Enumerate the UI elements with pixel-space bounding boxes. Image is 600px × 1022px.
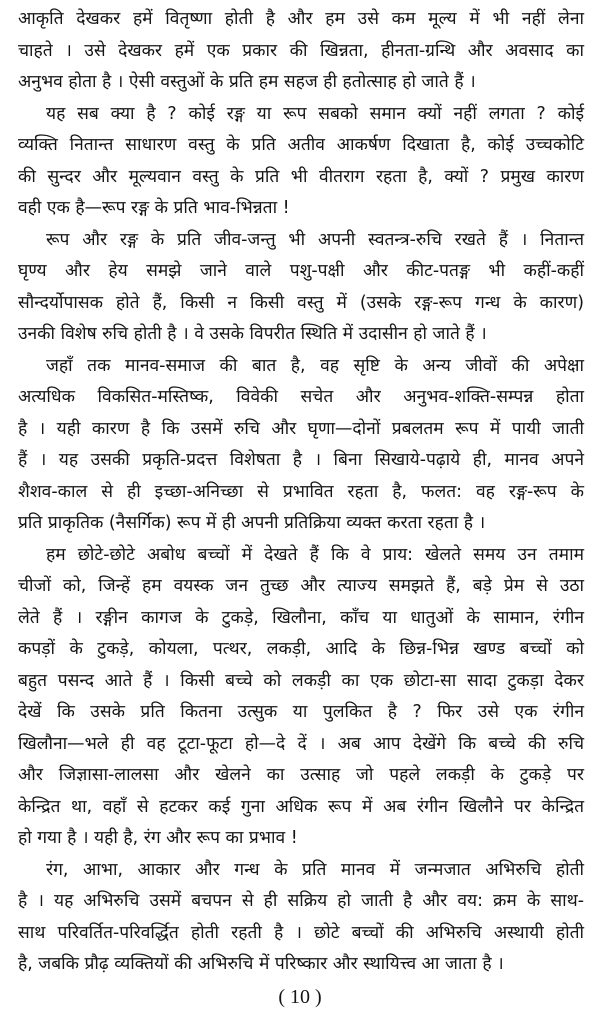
text-line: आकृति देखकर हमें वितृष्णा होती है और हम उसे कम मूल्य में भी नहीं लेना (18, 9, 584, 29)
text-line: है । यह अभिरुचि उसमें बचपन से ही सक्रिय हो जाती है और वय: क्रम के साथ- (18, 891, 584, 911)
page-number: ( 10 ) (278, 986, 322, 1008)
text-line: है । यही कारण है कि उसमें रुचि और घृणा—दोनों प्रबलतम रूप में पायी जाती (18, 418, 584, 439)
text-line: और जिज्ञासा-लालसा और खेलने का उत्साह जो पहले लकड़ी के टुकड़े पर (18, 765, 584, 785)
paragraph (18, 4, 584, 99)
page-body (18, 4, 584, 981)
text-line: घृण्य और हेय समझे जाने वाले पशु-पक्षी और कीट-पतङ्ग भी कहीं-कहीं (18, 261, 584, 281)
text-line: देखें कि उसके प्रति कितना उत्सुक या पुलकित है ? फिर उसे एक रंगीन (18, 702, 584, 722)
paragraph (18, 99, 584, 225)
text-line: अनुभव होता है । ऐसी वस्तुओं के प्रति हम सहज ही हतोत्साह हो जाते हैं । (18, 72, 476, 92)
text-line: हो गया है । यही है, रंग और रूप का प्रभाव ! (18, 828, 298, 848)
text-line: खिलौना—भले ही वह टूटा-फूटा हो—दे दें । अब आप देखेंगे कि बच्चे की रुचि (18, 733, 584, 754)
text-line: लेते हैं । रङ्गीन कागज के टुकड़े, खिलौना, काँच या धातुओं के सामान, रंगीन (18, 607, 584, 628)
text-line: सौन्दर्योपासक होते हैं, किसी न किसी वस्तु में (उसके रङ्ग-रूप गन्ध के कारण) (18, 292, 584, 313)
text-line: जहाँ तक मानव-समाज की बात है, वह सृष्टि के अन्य जीवों की अपेक्षा (46, 355, 584, 376)
paragraph (18, 351, 584, 540)
text-line: हम छोटे-छोटे अबोध बच्चों में देखते हैं कि वे प्राय: खेलते समय उन तमाम (46, 544, 584, 565)
text-line: बहुत पसन्द आते हैं । किसी बच्चे को लकड़ी का एक छोटा-सा सादा टुकड़ा देकर (18, 670, 584, 691)
text-line: चाहते । उसे देखकर हमें एक प्रकार की खिन्नता, हीनता-ग्रन्थि और अवसाद का (18, 40, 584, 61)
text-line: है, जबकि प्रौढ़ व्यक्तियों की अभिरुचि में परिष्कार और स्थायित्त्व आ जाता है । (18, 954, 504, 974)
text-line: की सुन्दर और मूल्यवान वस्तु के प्रति भी वीतराग रहता है, क्यों ? प्रमुख कारण (18, 166, 584, 187)
text-line: हैं । यह उसकी प्रकृति-प्रदत्त विशेषता है । बिना सिखाये-पढ़ाये ही, मानव अपने (18, 450, 584, 470)
text-line: शैशव-काल से ही इच्छा-अनिच्छा से प्रभावित रहता है, फलत: वह रङ्ग-रूप के (18, 481, 584, 502)
text-line: कपड़ों के टुकड़े, कोयला, पत्थर, लकड़ी, आदि के छिन्न-भिन्न खण्ड बच्चों को (18, 639, 584, 659)
text-line: साथ परिवर्तित-परिवर्द्धित होती रहती है । छोटे बच्चों की अभिरुचि अस्थायी होती (18, 922, 584, 943)
text-line: अत्यधिक विकसित-मस्तिष्क, विवेकी सचेत और अनुभव-शक्ति-सम्पन्न होता (18, 387, 584, 407)
text-line: उनकी विशेष रुचि होती है । वे उसके विपरीत स्थिति में उदासीन हो जाते हैं । (18, 324, 487, 344)
text-line: प्रति प्राकृतिक (नैसर्गिक) रूप में ही अपनी प्रतिक्रिया व्यक्त करता रहता है । (18, 513, 486, 533)
text-line: चीजों को, जिन्हें हम वयस्क जन तुच्छ और त्याज्य समझते हैं, बड़े प्रेम से उठा (18, 576, 584, 596)
text-line: व्यक्ति नितान्त साधारण वस्तु के प्रति अतीव आकर्षण दिखाता है, कोई उच्चकोटि (18, 135, 584, 155)
paragraph (18, 225, 584, 351)
paragraph (18, 855, 584, 981)
paragraph (18, 540, 584, 855)
text-line: रूप और रङ्ग के प्रति जीव-जन्तु भी अपनी स्वतन्त्र-रुचि रखते हैं । नितान्त (46, 229, 584, 250)
text-line: यह सब क्या है ? कोई रङ्ग या रूप सबको समान क्यों नहीं लगता ? कोई (46, 103, 584, 124)
text-line: वही एक है—रूप रङ्ग के प्रति भाव-भिन्नता ! (18, 198, 290, 218)
text-line: रंग, आभा, आकार और गन्ध के प्रति मानव में जन्मजात अभिरुचि होती (46, 859, 584, 880)
text-line: केन्द्रित था, वहाँ से हटकर कई गुना अधिक रूप में अब रंगीन खिलौने पर केन्द्रित (18, 796, 584, 817)
